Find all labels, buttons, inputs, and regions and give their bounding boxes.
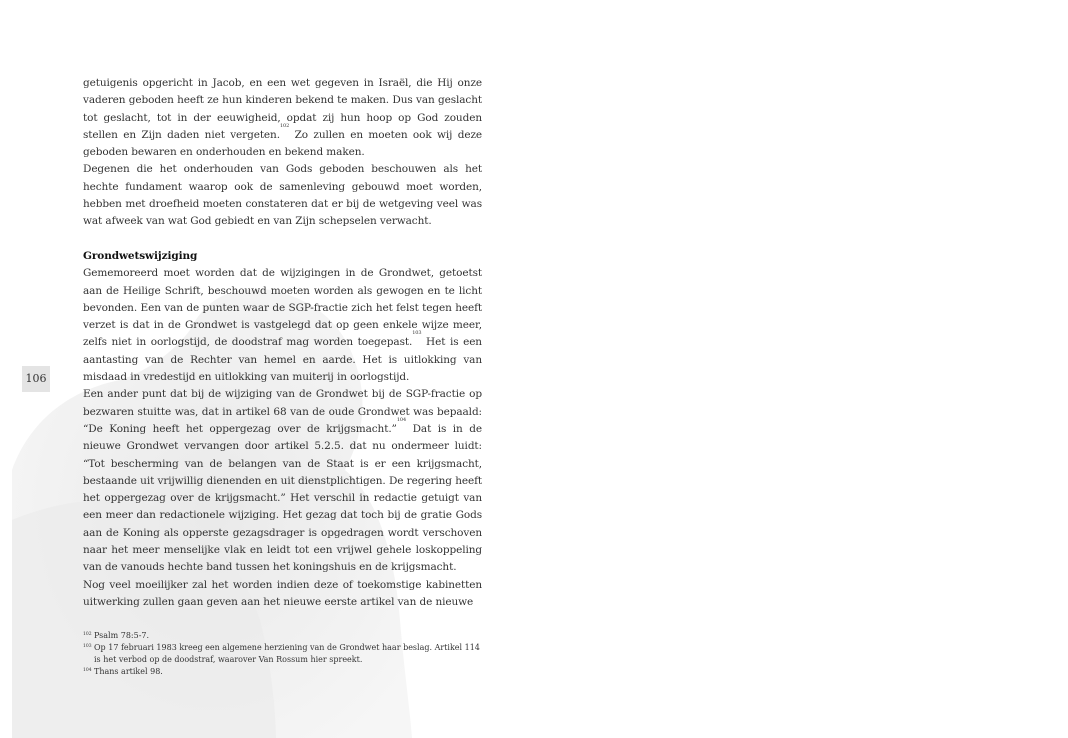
footnote-103 [83,642,483,666]
footnote-mark: 103 [83,644,92,649]
section-heading: Grondwetswijziging [83,249,198,262]
footnote-104 [83,666,483,678]
paragraph-text: getuigenis opgericht in Jacob, en een wet gegeven in Israël, die Hij onze vaderen geboden heeft ze hun kinderen bekend te maken. Dus van geslacht tot geslacht, tot in der eeuwigheid, opdat zij hun hoop op God zouden stellen en Zijn daden niet vergeten. [83,77,482,141]
footnote-102 [83,630,483,642]
paragraph-intro-1 [83,75,482,161]
paragraph-text: Gememoreerd moet worden dat de wijzigingen in de Grondwet, getoetst aan de Heilige Schrift, beschouwd moeten worden als gewogen en te licht bevonden. Een van de punten waar de SGP-fractie zich het felst tegen heeft verzet is dat in de Grondwet is vastgelegd dat op geen enkele wijze meer, zelfs niet in oorlogstijd, de doodstraf mag worden toegepast. [83,267,482,349]
paragraph-text-continued: Dat is in de nieuwe Grondwet vervangen door artikel 5.2.5. dat nu ondermeer luidt: “Tot bescherming van de belangen van de Staat is er een krijgsmacht, bestaande uit vrijwillig dienenden en uit dienstplichtigen. De regering heeft het oppergezag over de krijgsmacht.” Het verschil in redactie getuigt van een meer dan redactionele wijziging. Het gezag dat toch bij de gratie Gods aan de Koning als opperste gezagsdrager is opgedragen wordt verschoven naar het meer menselijke vlak en leidt tot een vrijwel gehele loskoppeling van de vanouds hechte band tussen het koningshuis en de krijgsmacht. [83,422,482,574]
paragraph-text-continued: Het is een aantasting van de Rechter van hemel en aarde. Het is uitlokking van misdaad in vredestijd en uitlokking van muiterij in oorlogstijd. [83,336,482,384]
body-text [83,75,482,611]
paragraph-section-3: Nog veel moeilijker zal het worden indien deze of toekomstige kabinetten uitwerking zullen gaan geven aan het nieuwe eerste artikel van de nieuwe [83,578,482,608]
paragraph-text: Een ander punt dat bij de wijziging van de Grondwet bij de SGP-fractie op bezwaren stuitte was, dat in artikel 68 van de oude Grondwet was bepaald: “De Koning heeft het oppergezag over de krijgsmacht.” [83,388,482,435]
footnote-ref-103[interactable]: 103 [412,330,422,337]
footnotes [83,630,483,678]
paragraph-section-2 [83,386,482,576]
footnote-text: Thans artikel 98. [94,667,163,676]
footnote-mark: 104 [83,668,92,673]
footnote-ref-104[interactable]: 104 [396,416,407,423]
paragraph-section-1 [83,265,482,386]
footnote-text: Psalm 78:5-7. [94,631,150,640]
paragraph-intro-2: Degenen die het onderhouden van Gods geboden beschouwen als het hechte fundament waarop ook de samenleving gebouwd moet worden, hebben met droefheid moeten constateren dat er bij de wetgeving veel was wat afweek van wat God gebiedt en van Zijn schepselen verwacht. [83,163,482,228]
paragraph-text-continued: Zo zullen en moeten ook wij deze geboden bewaren en onderhouden en bekend maken. [83,128,482,159]
footnote-text: Op 17 februari 1983 kreeg een algemene herziening van de Grondwet haar beslag. Artikel 114 is het verbod op de doodstraf, waarover Van Rossum hier spreekt. [94,643,480,664]
page-number: 106 [22,366,50,392]
footnote-mark: 102 [83,632,92,637]
footnote-ref-102[interactable]: 102 [279,122,290,129]
